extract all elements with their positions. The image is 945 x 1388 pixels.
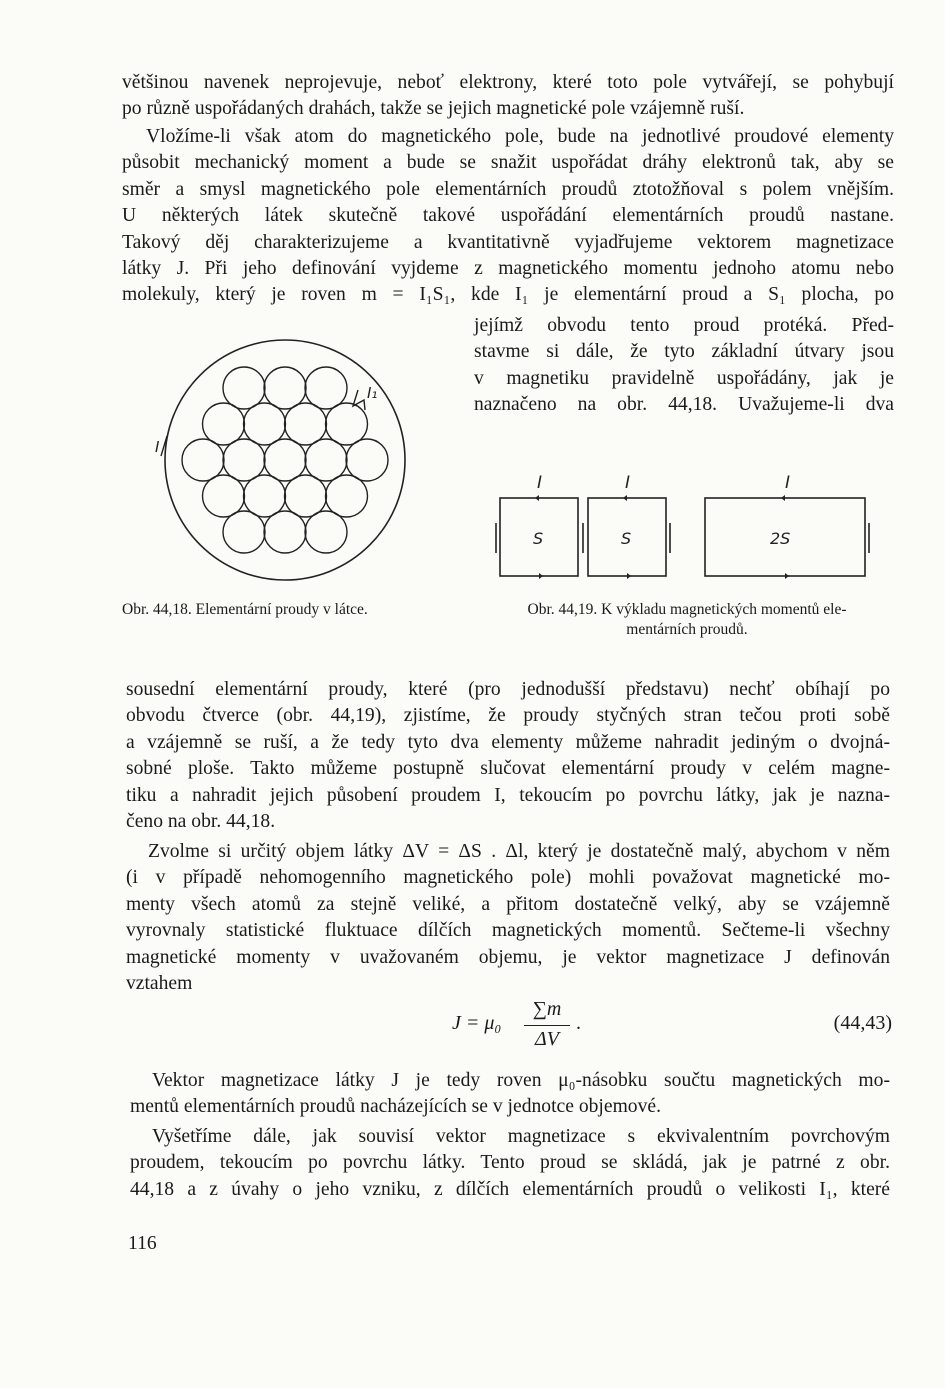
elementary-loop	[223, 439, 265, 481]
elementary-loop	[305, 439, 347, 481]
page-number: 116	[128, 1233, 157, 1254]
elementary-loop	[326, 403, 368, 445]
elementary-loop	[264, 511, 306, 553]
paragraph-5	[130, 1068, 890, 1121]
text-line: vyrovnaly statistické fluktuace dílčích magnetických momentů. Sečteme-li všechny	[126, 920, 890, 942]
paragraph-2-wrap	[474, 313, 894, 419]
text-line: tiku a nahradit jejich působení proudem I, tekoucím po povrchu látky, jak je nazna-	[126, 784, 890, 806]
current-label: I	[785, 473, 791, 493]
elementary-loop	[264, 367, 306, 409]
text-line: U některých látek skutečně takové uspořádání elementárních proudů nastane.	[122, 205, 894, 227]
text-line: 44,18 a z úvahy o jeho vzniku, z dílčích elementárních proudů o velikosti I₁, které	[130, 1178, 890, 1200]
paragraph-1	[122, 70, 894, 123]
text-line: molekuly, který je roven m = I₁S₁, kde I₁ je elementární proud a S₁ plocha, po	[122, 284, 894, 306]
equation-lhs: J = μ₀	[452, 1012, 502, 1034]
text-line: Vektor magnetizace látky J je tedy roven μ₀-násobku součtu magnetických mo-	[152, 1070, 890, 1091]
caption-line: Obr. 44,19. K výkladu magnetických momentů ele-	[527, 601, 847, 618]
text-line: v magnetiku pravidelně uspořádány, jak je	[474, 367, 894, 389]
elementary-loop	[244, 403, 286, 445]
text-line: látky J. Při jeho definování vyjdeme z magnetického momentu jednoho atomu nebo	[122, 258, 894, 280]
surface-current-label: I	[155, 438, 160, 456]
caption-line: mentárních proudů.	[626, 621, 748, 638]
paragraph-4	[126, 839, 890, 997]
text-line: Takový děj charakterizujeme a kvantitativně vyjadřujeme vektorem magnetizace	[122, 231, 894, 253]
elementary-loop	[346, 439, 388, 481]
text-line: čeno na obr. 44,18.	[126, 811, 276, 833]
equation-denominator: ΔV	[535, 1028, 559, 1050]
current-label: I	[537, 473, 543, 493]
elementary-loop	[223, 511, 265, 553]
elementary-loop	[326, 475, 368, 517]
text-line: směr a smysl magnetického pole elementárních proudů ztotožňoval s polem vnějším.	[122, 178, 894, 200]
equation-tail: .	[576, 1012, 581, 1034]
paragraph-6	[130, 1124, 890, 1203]
figure-caption-44-18: Obr. 44,18. Elementární proudy v látce.	[122, 601, 368, 618]
fraction-bar	[524, 1025, 570, 1026]
circle-packing-diagram	[155, 330, 415, 590]
elementary-loop	[264, 439, 306, 481]
text-line: stavme si dále, že tyto základní útvary jsou	[474, 341, 894, 363]
elementary-loop	[203, 403, 245, 445]
equation-44-43	[452, 1000, 892, 1056]
equation-numerator: ∑m	[532, 998, 562, 1020]
figure-magnetic-moments	[495, 468, 875, 583]
current-label: I	[625, 473, 631, 493]
area-label: S	[533, 529, 544, 548]
figure-caption-44-19	[481, 600, 893, 640]
figure-elementary-currents	[155, 330, 415, 590]
area-label: S	[621, 529, 632, 548]
elementary-loop	[305, 367, 347, 409]
text-line: a vzájemně se ruší, a že tedy tyto dva elementy můžeme nahradit jediným o dvojná-	[126, 731, 890, 753]
paragraph-2	[122, 124, 894, 309]
area-label: 2S	[770, 529, 791, 548]
text-line: po různě uspořádaných drahách, takže se jejich magnetické pole vzájemně ruší.	[122, 98, 745, 120]
text-line: naznačeno na obr. 44,18. Uvažujeme-li dva	[474, 394, 894, 416]
text-line: sousední elementární proudy, které (pro jednodušší představu) nechť obíhají po	[126, 679, 890, 700]
text-line: (i v případě nehomogenního magnetického pole) mohli považovat magnetické mo-	[126, 867, 890, 889]
elementary-loop	[203, 475, 245, 517]
text-line: vztahem	[126, 973, 193, 995]
text-line: menty všech atomů za stejně veliké, a přitom dostatečně velký, aby se vzájemně	[126, 893, 890, 915]
text-line: obvodu čtverce (obr. 44,19), zjistíme, že proudy styčných stran tečou proti sobě	[126, 705, 890, 727]
loop-diagram	[495, 468, 875, 583]
elementary-loop	[182, 439, 224, 481]
text-line: Vyšetříme dále, jak souvisí vektor magnetizace s ekvivalentním povrchovým	[152, 1126, 890, 1147]
elementary-loop	[285, 475, 327, 517]
paragraph-3	[126, 677, 890, 835]
text-line: proudem, tekoucím po povrchu látky. Tento proud se skládá, jak je patrné z obr.	[130, 1152, 890, 1174]
elementary-loop	[244, 475, 286, 517]
text-line: většinou navenek neprojevuje, neboť elektrony, které toto pole vytvářejí, se pohybují	[122, 72, 894, 93]
equation-number: (44,43)	[833, 1012, 892, 1034]
elementary-loop	[305, 511, 347, 553]
text-line: jejímž obvodu tento proud protéká. Před-	[474, 315, 894, 336]
elementary-loop	[223, 367, 265, 409]
text-line: Vložíme-li však atom do magnetického pole, bude na jednotlivé proudové elementy	[146, 126, 894, 147]
text-line: Zvolme si určitý objem látky ΔV = ΔS . Δl, který je dostatečně malý, abychom v něm	[148, 841, 890, 862]
elementary-loop	[285, 403, 327, 445]
text-line: působit mechanický moment a bude se snažit uspořádat dráhy elektronů tak, aby se	[122, 152, 894, 174]
text-line: magnetické momenty v uvažovaném objemu, je vektor magnetizace J definován	[126, 946, 890, 968]
text-line: mentů elementárních proudů nacházejících se v jednotce objemové.	[130, 1096, 661, 1118]
loop-current-label: I₁	[367, 384, 378, 402]
text-line: sobné ploše. Takto můžeme postupně slučovat elementární proudy v celém magne-	[126, 758, 890, 780]
